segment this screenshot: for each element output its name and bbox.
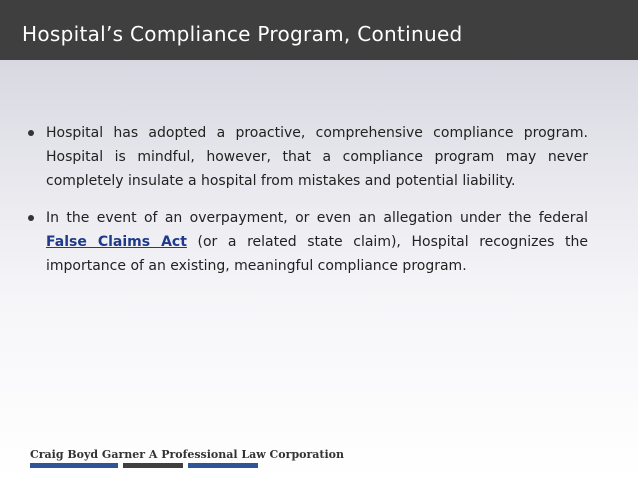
bullet-dot-icon: [28, 130, 34, 136]
bullet-text-after: (or a related state claim), Hospital recognizes the importance of an existing, meaningful compliance program.: [46, 234, 588, 274]
footer-bar-gray: [123, 463, 183, 468]
footer-bar-blue-right: [188, 463, 258, 468]
bullet-list: [28, 121, 588, 291]
bullet-text: [46, 206, 588, 278]
false-claims-act-link[interactable]: False Claims Act: [46, 234, 187, 250]
bullet-dot-icon: [28, 215, 34, 221]
title-bar: [0, 0, 638, 60]
bullet-text: Hospital has adopted a proactive, comprehensive compliance program. Hospital is mindful, however, that a compliance program may never completely insulate a hospital from mistakes and potential liability.: [46, 125, 588, 189]
firm-name: Craig Boyd Garner A Professional Law Corporation: [30, 448, 344, 461]
slide-title: Hospital’s Compliance Program, Continued: [22, 22, 463, 46]
bullet-item: [28, 121, 588, 193]
bullet-text-before: In the event of an overpayment, or even an allegation under the federal: [46, 210, 588, 226]
bullet-item: [28, 206, 588, 278]
footer-bar-blue-left: [30, 463, 118, 468]
